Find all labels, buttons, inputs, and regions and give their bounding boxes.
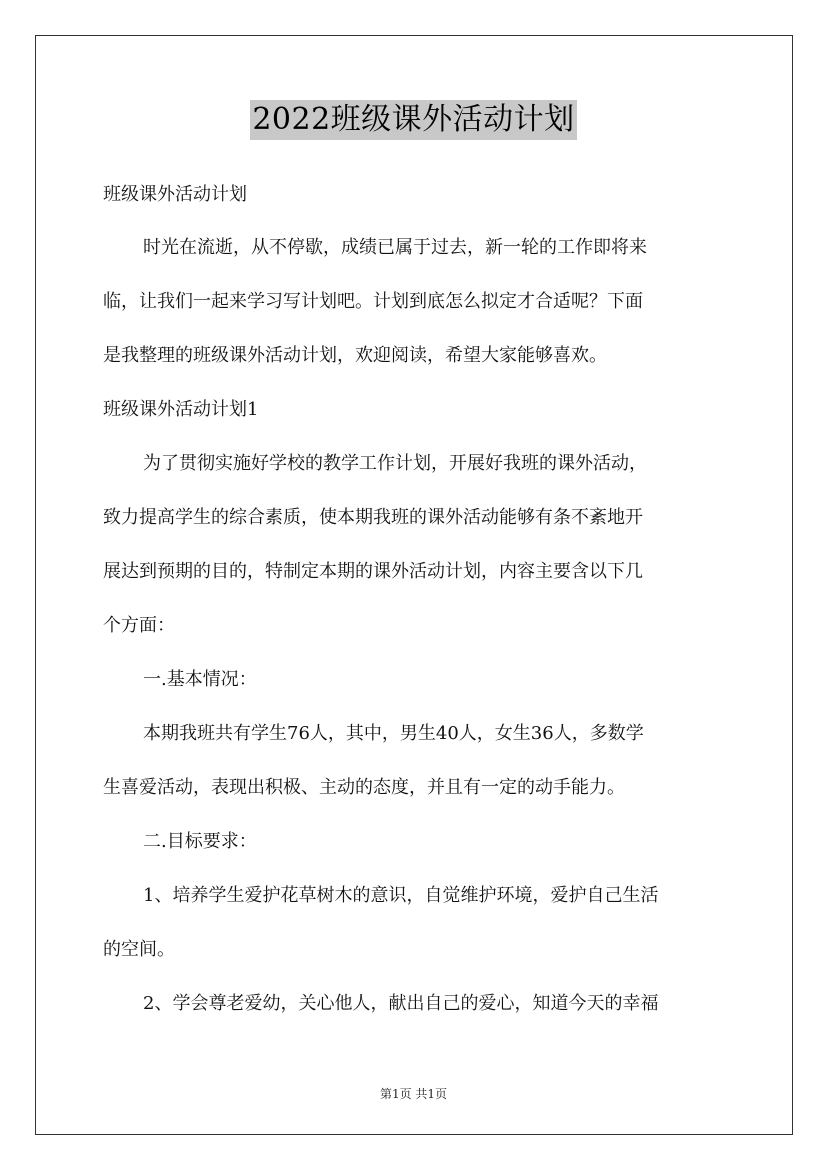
section-heading: 班级课外活动计划1 [103,399,259,420]
paragraph-line: 的空间。 [103,939,175,960]
paragraph-line: 致力提高学生的综合素质，使本期我班的课外活动能够有条不紊地开 [103,507,643,528]
page-number-footer: 第1页 共1页 [379,1087,448,1101]
title-container [0,100,827,140]
section-heading: 班级课外活动计划 [103,184,247,205]
paragraph-line: 生喜爱活动，表现出积极、主动的态度，并且有一定的动手能力。 [103,777,625,798]
paragraph-line: 临，让我们一起来学习写计划吧。计划到底怎么拟定才合适呢？下面 [103,291,643,312]
paragraph-line: 时光在流逝，从不停歇，成绩已属于过去，新一轮的工作即将来 [143,237,647,258]
subheading: 一.基本情况： [143,669,257,690]
paragraph-line: 个方面： [103,615,175,636]
document-title: 2022班级课外活动计划 [250,100,576,140]
paragraph-line: 1、培养学生爱护花草树木的意识，自觉维护环境，爱护自己生活 [143,885,659,906]
paragraph-line: 本期我班共有学生76人，其中，男生40人，女生36人，多数学 [143,723,644,744]
paragraph-line: 为了贯彻实施好学校的教学工作计划，开展好我班的课外活动， [143,453,647,474]
subheading: 二.目标要求： [143,831,257,852]
paragraph-line: 展达到预期的目的，特制定本期的课外活动计划，内容主要含以下几 [103,561,643,582]
paragraph-line: 是我整理的班级课外活动计划，欢迎阅读，希望大家能够喜欢。 [103,345,607,366]
paragraph-line: 2、学会尊老爱幼，关心他人，献出自己的爱心，知道今天的幸福 [143,993,659,1014]
